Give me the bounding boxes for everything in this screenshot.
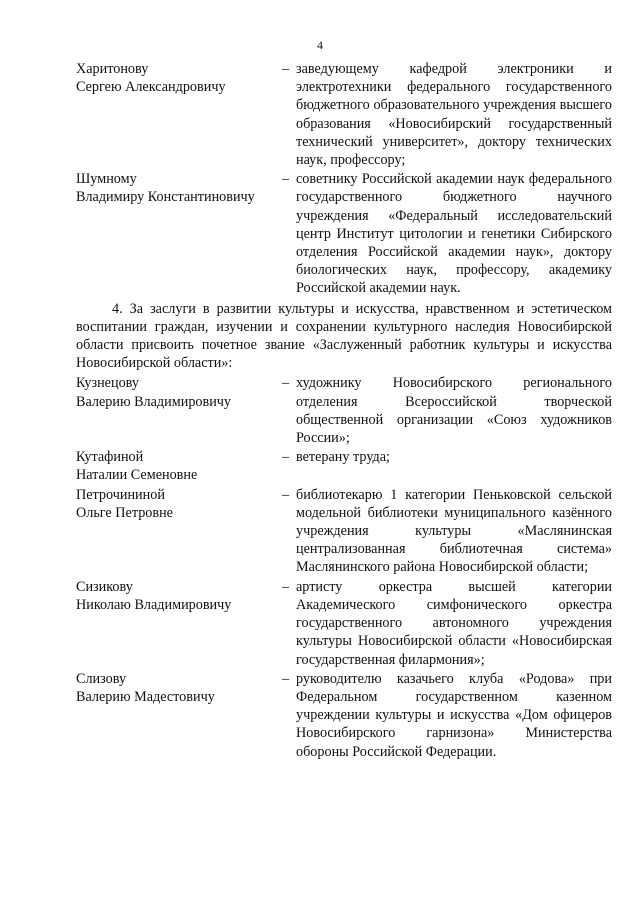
recipient-position: артисту оркестра высшей категории Академического симфонического оркестра государственного автономного учреждения культуры Новосибирской области «Новосибирская государственная филармония»; xyxy=(296,578,612,668)
recipient-position: ветерану труда; xyxy=(296,449,390,466)
recipient-surname: Шумному xyxy=(76,171,137,188)
recipient-given-names: Валерию Мадестовичу xyxy=(76,688,215,705)
recipient-surname: Харитонову xyxy=(76,61,149,77)
recipient-given-names: Сергею Александровичу xyxy=(76,79,226,96)
recipient-name xyxy=(76,670,282,761)
recipient-surname: Сизикову xyxy=(76,578,133,595)
recipient-given-names: Владимиру Константиновичу xyxy=(76,189,255,206)
recipient-given-names: Валерию Владимировичу xyxy=(76,393,232,410)
dash-separator: – xyxy=(282,486,290,503)
dash-separator: – xyxy=(282,670,290,687)
dash-separator: – xyxy=(282,578,290,595)
dash-separator: – xyxy=(282,375,290,392)
recipient-surname: Слизову xyxy=(76,670,127,687)
recipient-name xyxy=(76,486,282,577)
award-entry xyxy=(76,60,612,169)
recipient-surname: Петрочининой xyxy=(76,486,165,503)
award-entry xyxy=(76,578,612,669)
recipient-position: художнику Новосибирского регионального отделения Всероссийской творческой общественной организации «Союз художников России»; xyxy=(296,375,612,447)
dash-separator: – xyxy=(282,171,290,188)
recipient-given-names: Наталии Семеновне xyxy=(76,467,198,484)
section-4-paragraph: 4. За заслуги в развитии культуры и искусства, нравственном и эстетическом воспитании граждан, изучении и сохранении культурного наследия Новосибирской области присвоить почетное звание «Заслуженный работник культуры и искусства Новосибирской области»: xyxy=(76,300,612,372)
award-entry xyxy=(76,670,612,761)
recipient-name xyxy=(76,60,282,169)
recipient-surname: Кузнецову xyxy=(76,375,139,392)
recipient-given-names: Ольге Петровне xyxy=(76,504,173,521)
award-entry xyxy=(76,486,612,577)
award-entry xyxy=(76,374,612,447)
recipient-name xyxy=(76,374,282,447)
recipient-position: советнику Российской академии наук федерального государственного бюджетного научного учреждения «Федеральный исследовательский центр Институт цитологии и генетики Сибирского отделения Российской академии наук», доктору биологических наук, профессору, академику Российской академии наук. xyxy=(296,171,612,297)
recipient-name xyxy=(76,448,282,484)
recipient-given-names: Николаю Владимировичу xyxy=(76,596,232,613)
recipient-position: библиотекарю 1 категории Пеньковской сельской модельной библиотеки муниципального казённого учреждения культуры «Маслянинская централизованная библиотечная система» Маслянинского района Новосибирской области; xyxy=(296,486,612,576)
recipient-position: заведующему кафедрой электроники и электротехники федерального государственного бюджетного образовательного учреждения высшего образования «Новосибирский государственный технический университет», доктору технических наук, профессору; xyxy=(296,61,612,169)
dash-separator: – xyxy=(282,61,290,77)
award-entry xyxy=(76,448,612,484)
recipient-name xyxy=(76,578,282,669)
page-number: 4 xyxy=(317,38,323,52)
recipient-name xyxy=(76,170,282,297)
recipient-surname: Кутафиной xyxy=(76,449,144,466)
award-entry xyxy=(76,170,612,297)
recipient-position: руководителю казачьего клуба «Родова» при Федеральном государственном казенном учреждении культуры и искусства «Дом офицеров Новосибирского гарнизона» Министерства обороны Российской Федерации. xyxy=(296,670,612,760)
document-body xyxy=(76,60,612,762)
dash-separator: – xyxy=(282,449,290,466)
